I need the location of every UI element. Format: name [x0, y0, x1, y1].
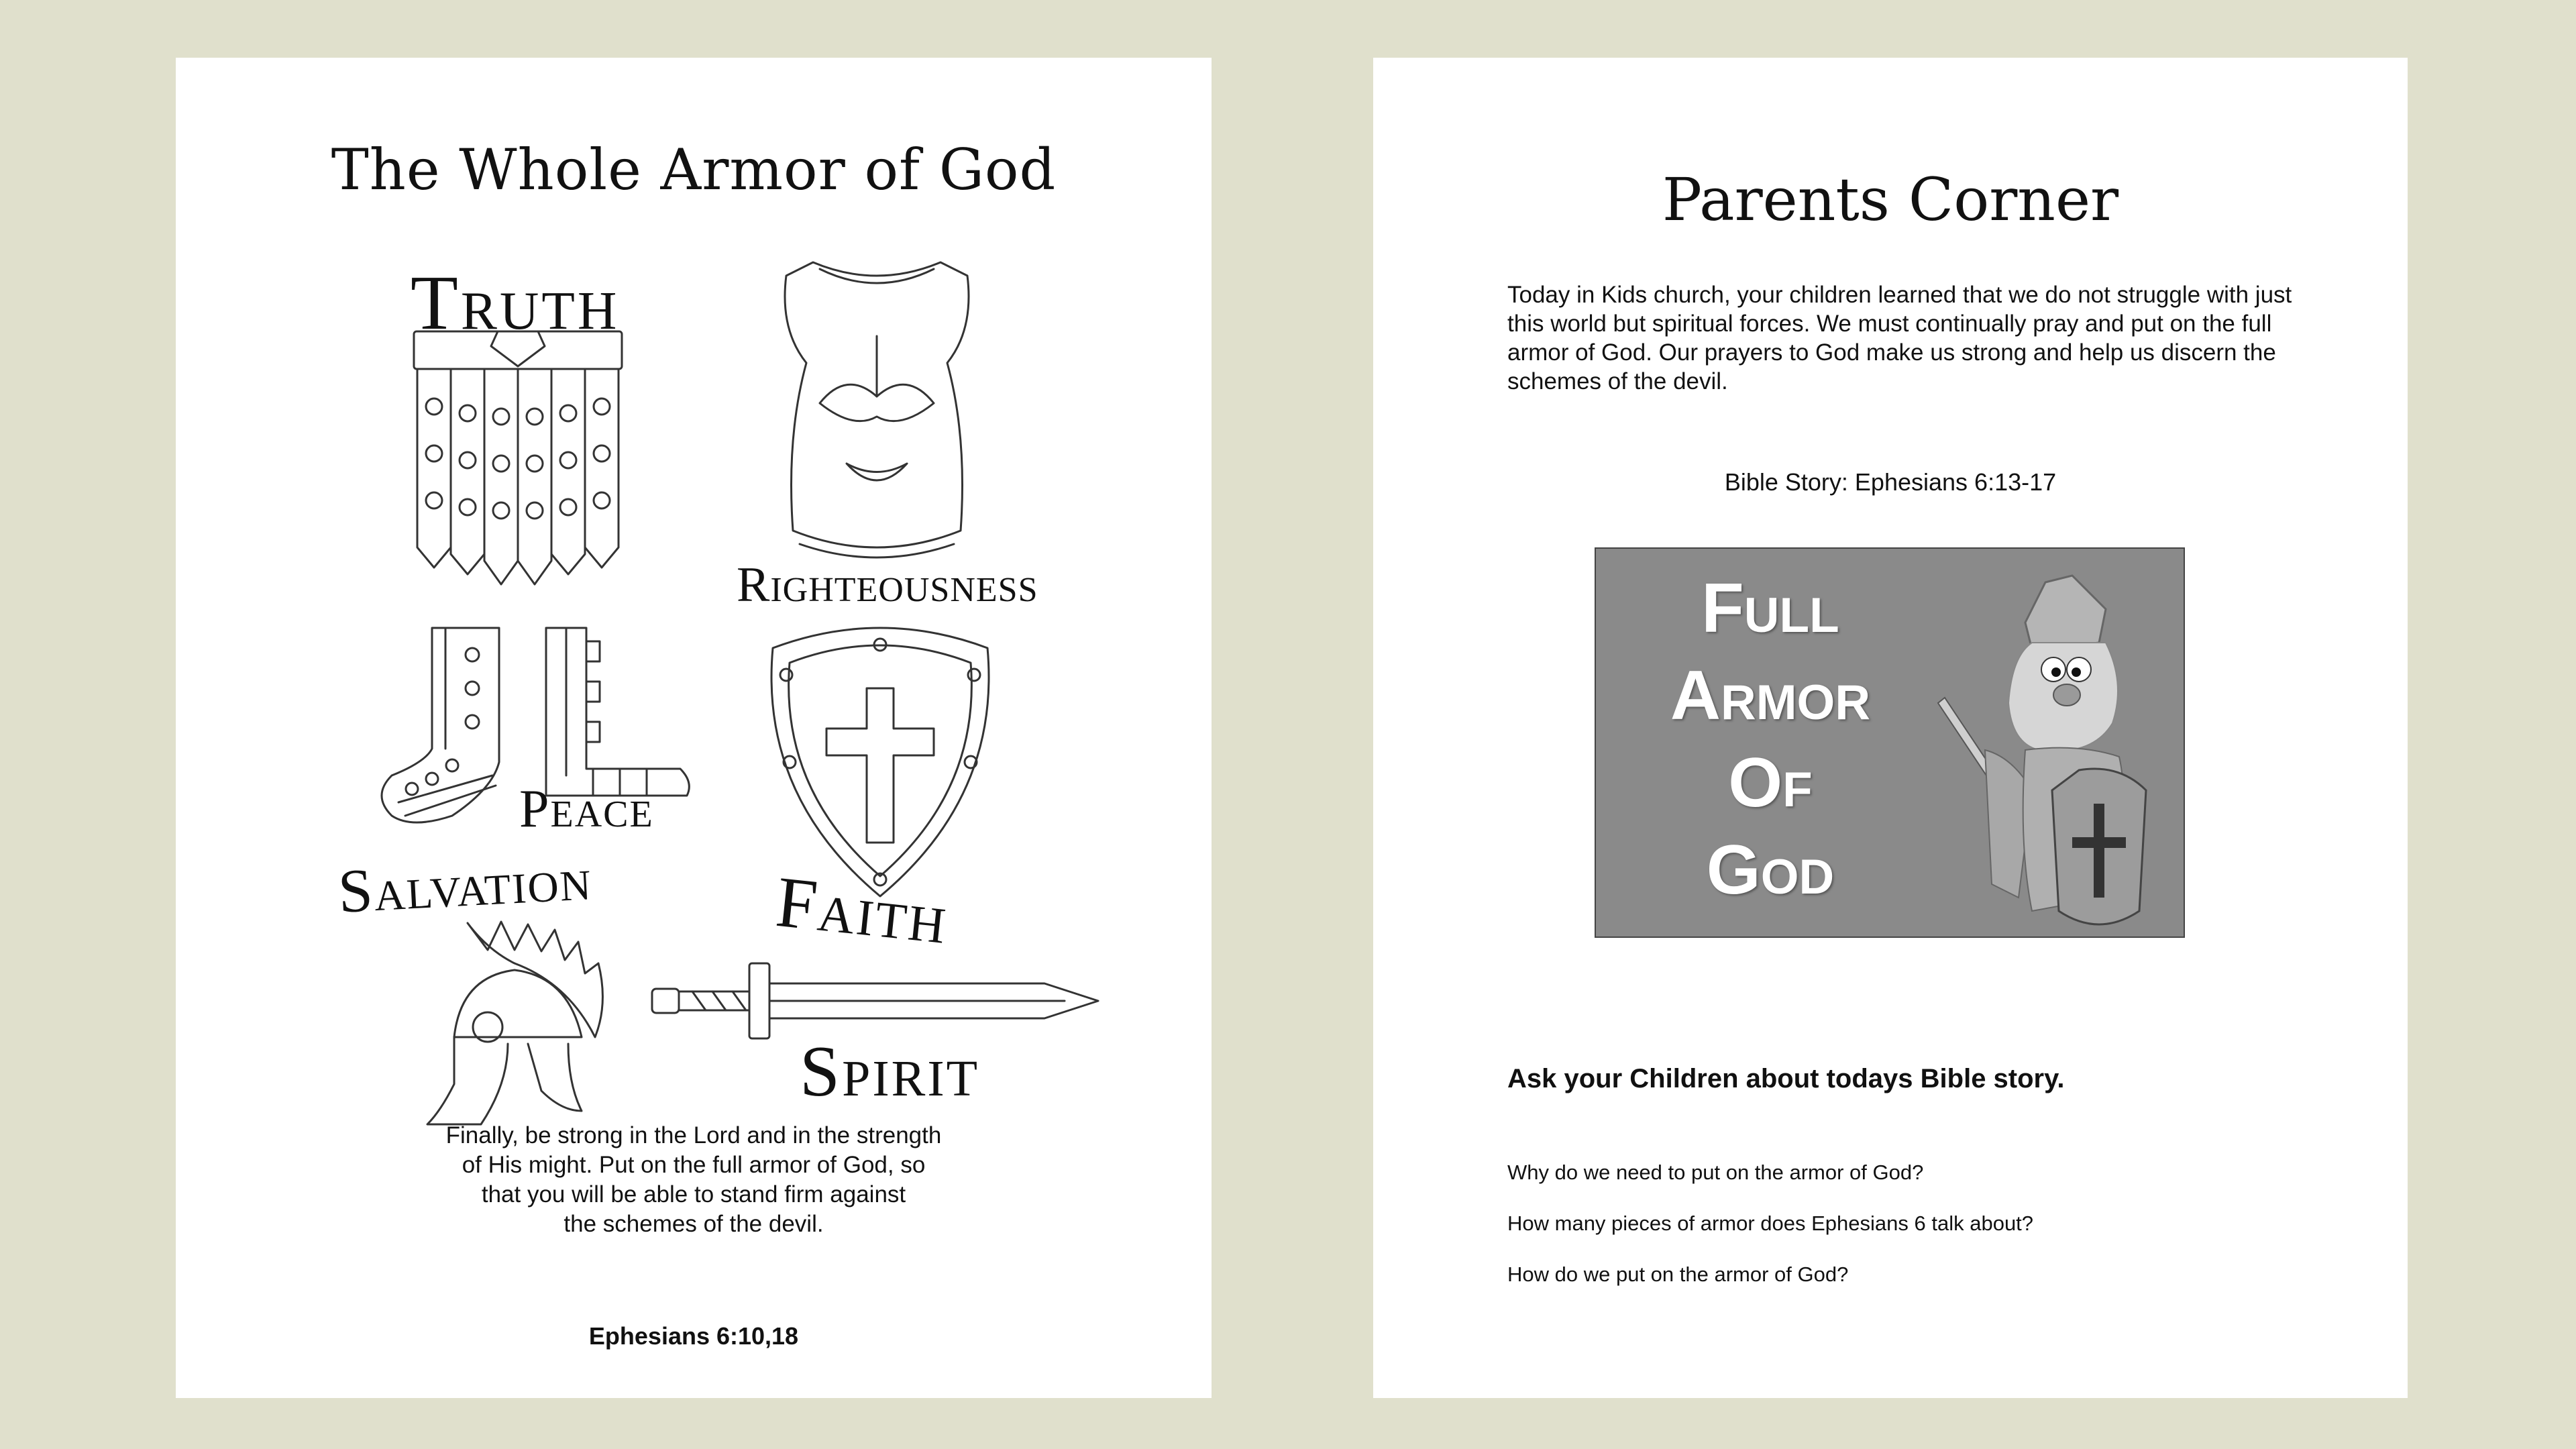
ask-children-heading: Ask your Children about todays Bible story. [1507, 1064, 2065, 1093]
breastplate-icon [766, 249, 987, 578]
parents-corner-title: Parents Corner [1662, 165, 2119, 234]
shield-of-faith-icon [759, 621, 1001, 903]
banner-line-4: God [1706, 831, 1835, 909]
scripture-reference: Ephesians 6:10,18 [588, 1322, 799, 1350]
righteousness-label: Righteousness [737, 557, 1038, 612]
question-2: How many pieces of armor does Ephesians 6 talk about? [1507, 1212, 2034, 1235]
banner-line-3: Of [1728, 744, 1813, 822]
banner-line-1: Full [1701, 570, 1839, 647]
belt-of-truth-icon [407, 326, 629, 594]
question-3: How do we put on the armor of God? [1507, 1263, 1849, 1286]
salvation-label: Salvation [336, 844, 594, 926]
coloring-page [176, 58, 1212, 1398]
coloring-page-title: The Whole Armor of God [331, 137, 1057, 203]
peace-label: Peace [519, 780, 654, 839]
question-1: Why do we need to put on the armor of God? [1507, 1161, 1924, 1184]
parents-corner-page [1373, 58, 2408, 1398]
spirit-label: Spirit [800, 1032, 980, 1112]
full-armor-banner [1595, 547, 2185, 938]
intro-paragraph: Today in Kids church, your children learned that we do not struggle with just this world but spiritual forces. We must continually pray and put on the full armor of God. Our prayers to God make us strong and help us discern the schemes of the devil. [1507, 282, 2292, 394]
knight-puppet-icon [1878, 549, 2185, 938]
helmet-of-salvation-icon [414, 910, 615, 1131]
bible-story-reference: Bible Story: Ephesians 6:13-17 [1724, 468, 2057, 496]
scripture-verse: Finally, be strong in the Lord and in the strength of His might. Put on the full armor of God, so that you will be able to stand firm against the schemes of the devil. [445, 1122, 942, 1237]
banner-line-2: Armor [1670, 657, 1871, 735]
truth-label: Truth [411, 260, 620, 346]
faith-label: Faith [772, 861, 953, 960]
